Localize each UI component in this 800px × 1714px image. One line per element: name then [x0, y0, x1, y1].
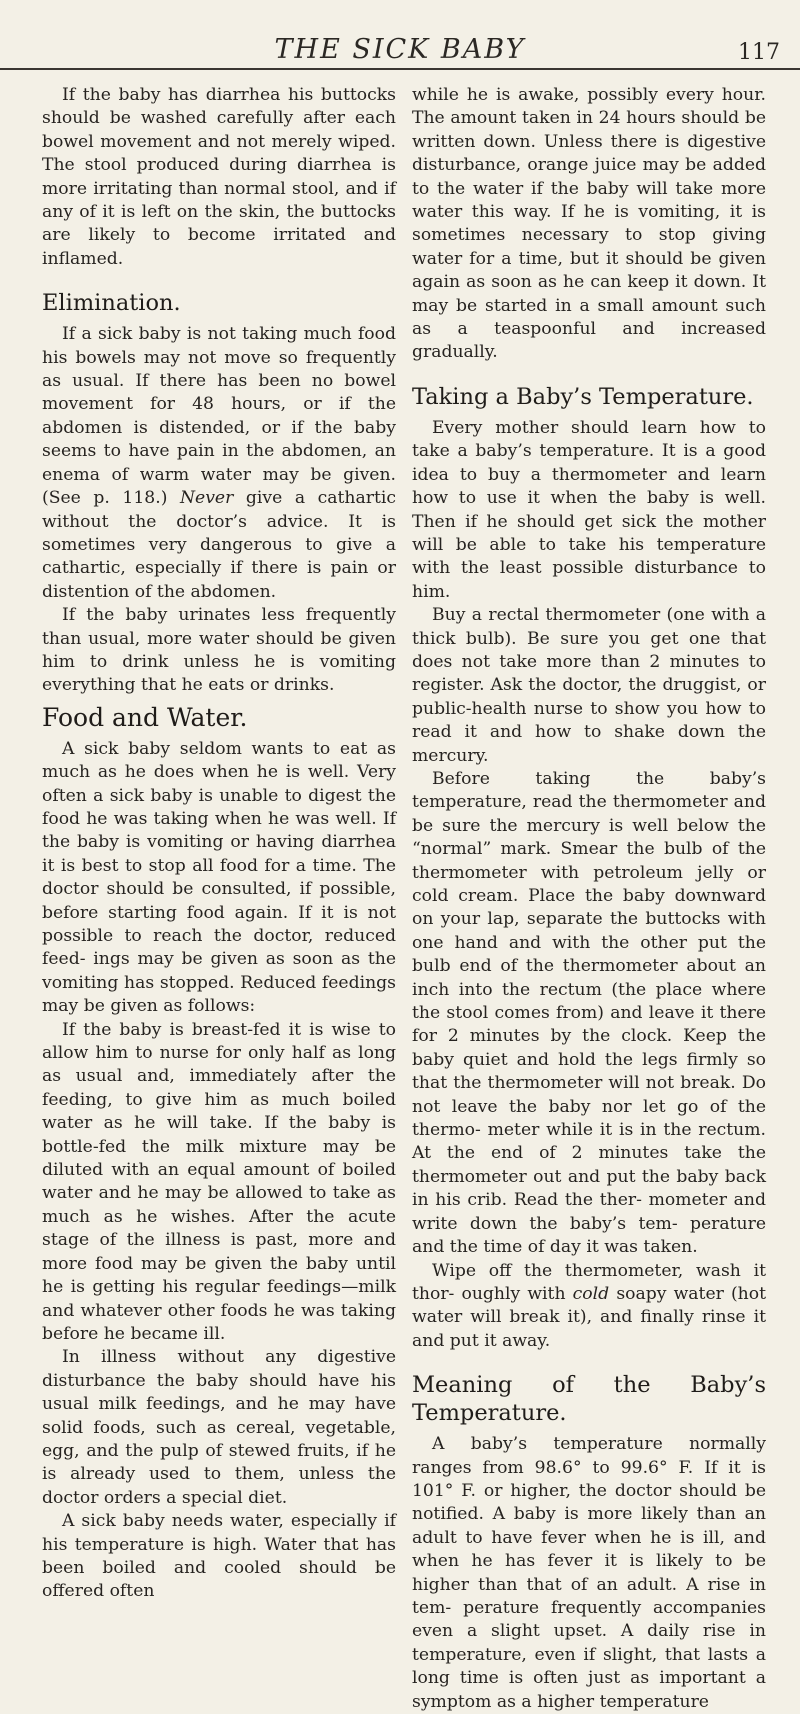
header-rule [0, 68, 800, 70]
left-column [42, 84, 396, 1604]
paragraph-water-continued: while he is awake, possibly every hour. The amount taken in 24 hours should be written down. Unless there is digestive disturbance, orange juice may be added to the water if the baby will take more water this way. If he is vomiting, it is sometimes necessary to stop giving water for a time, but it should be given again as soon as he can keep it down. It may be started in a small amount such as a teaspoonful and increased gradually. [412, 85, 766, 363]
paragraph-food-1: A sick baby seldom wants to eat as much as he does when he is well. Very often a sick baby is unable to digest the food he was taking when he was well. If the baby is vomiting or having diarrhea it is best to stop all food for a time. The doctor should be consulted, if possible, before starting food again. If it is not possible to reach the doctor, reduced feed- ings may be given as soon as the vomiting has stopped. Reduced feedings may be given as follows: [42, 738, 396, 1017]
text-cold: cold [572, 1283, 610, 1304]
page-header [0, 0, 800, 84]
paragraph-meaning: A baby’s temperature normally ranges from 98.6° to 99.6° F. If it is 101° F. or higher, the doctor should be notified. A baby is more likely than an adult to have fever when he is ill, and when he has fever it is likely to be higher than that of an adult. A rise in tem- perature frequently accompanies even a slight upset. A daily rise in temperature, even if slight, that lasts a long time is often just as important a symptom as a higher temperature [412, 1434, 766, 1712]
heading-food-and-water: Food and Water. [42, 702, 248, 732]
text-elimination-b: give a cathartic without the doctor’s advice. It is sometimes very dangerous to give a cathartic, especially if there is pain or distention of the abdomen. [42, 488, 396, 602]
paragraph-temperature-4 [412, 1260, 766, 1354]
right-column [412, 84, 766, 1714]
heading-taking-temperature: Taking a Baby’s Temperature. [412, 383, 754, 410]
paragraph-elimination [42, 323, 396, 604]
heading-meaning-temperature: Meaning of the Baby’s Temperature. [412, 1372, 766, 1427]
heading-elimination: Elimination. [42, 290, 181, 317]
paragraph-urination: If the baby urinates less frequently than usual, more water should be given him to drink unless he is vomiting everything that he eats or drinks. [42, 605, 396, 696]
text-wipe-b: soapy water (hot water will break it), and finally rinse it and put it away. [412, 1283, 767, 1351]
text-wipe-a: Wipe off the thermometer, wash it thor- oughly with [412, 1260, 766, 1304]
running-title: THE SICK BABY [274, 34, 526, 65]
text-never: Never [179, 488, 234, 509]
paragraph-temperature-1: Every mother should learn how to take a baby’s temperature. It is a good idea to buy a thermometer and learn how to use it when the baby is well. Then if he should get sick the mother will be able to take his temperature with the least possible disturbance to him. [412, 417, 766, 602]
page-number: 117 [738, 40, 780, 65]
paragraph-food-4: A sick baby needs water, especially if his temperature is high. Water that has been boiled and cooled should be offered often [42, 1511, 396, 1602]
paragraph-temperature-2: Buy a rectal thermometer (one with a thick bulb). Be sure you get one that does not take more than 2 minutes to register. Ask the doctor, the druggist, or public-health nurse to show you how to read it and how to shake down the mercury. [412, 605, 766, 766]
text-elimination-a: If a sick baby is not taking much food his bowels may not move so frequently as usual. If there has been no bowel movement for 48 hours, or if the abdomen is distended, or if the baby seems to have pain in the abdomen, an enema of warm water may be given. (See p. 118.) [42, 324, 396, 509]
paragraph-temperature-3: Before taking the baby’s temperature, read the thermometer and be sure the mercury is well below the “normal” mark. Smear the bulb of the thermometer with petroleum jelly or cold cream. Place the baby downward on your lap, separate the buttocks with one hand and with the other put the bulb end of the thermometer about an inch into the rectum (the place where the stool comes from) and leave it there for 2 minutes by the clock. Keep the baby quiet and hold the legs firmly so that the thermometer will not break. Do not leave the baby nor let go of the thermo- meter while it is in the rectum. At the end of 2 minutes take the thermometer out and put the baby back in his crib. Read the ther- mometer and write down the baby’s tem- perature and the time of day it was taken. [412, 768, 766, 1258]
paragraph-food-3: In illness without any digestive disturbance the baby should have his usual milk feedings, and he may have solid foods, such as cereal, vegetable, egg, and the pulp of stewed fruits, if he is already used to them, unless the doctor orders a special diet. [42, 1347, 396, 1508]
paragraph-diarrhea-buttocks: If the baby has diarrhea his buttocks should be washed carefully after each bowel movement and not merely wiped. The stool produced during diarrhea is more irritating than normal stool, and if any of it is left on the skin, the buttocks are likely to become irritated and inflamed. [42, 85, 396, 269]
paragraph-food-2: If the baby is breast-fed it is wise to allow him to nurse for only half as long as usual and, immediately after the feeding, to give him as much boiled water as he will take. If the baby is bottle-fed the milk mixture may be diluted with an equal amount of boiled water and he may be allowed to take as much as he wishes. After the acute stage of the illness is past, more and more food may be given the baby until he is getting his regular feedings—milk and whatever other foods he was taking before he became ill. [42, 1019, 396, 1344]
